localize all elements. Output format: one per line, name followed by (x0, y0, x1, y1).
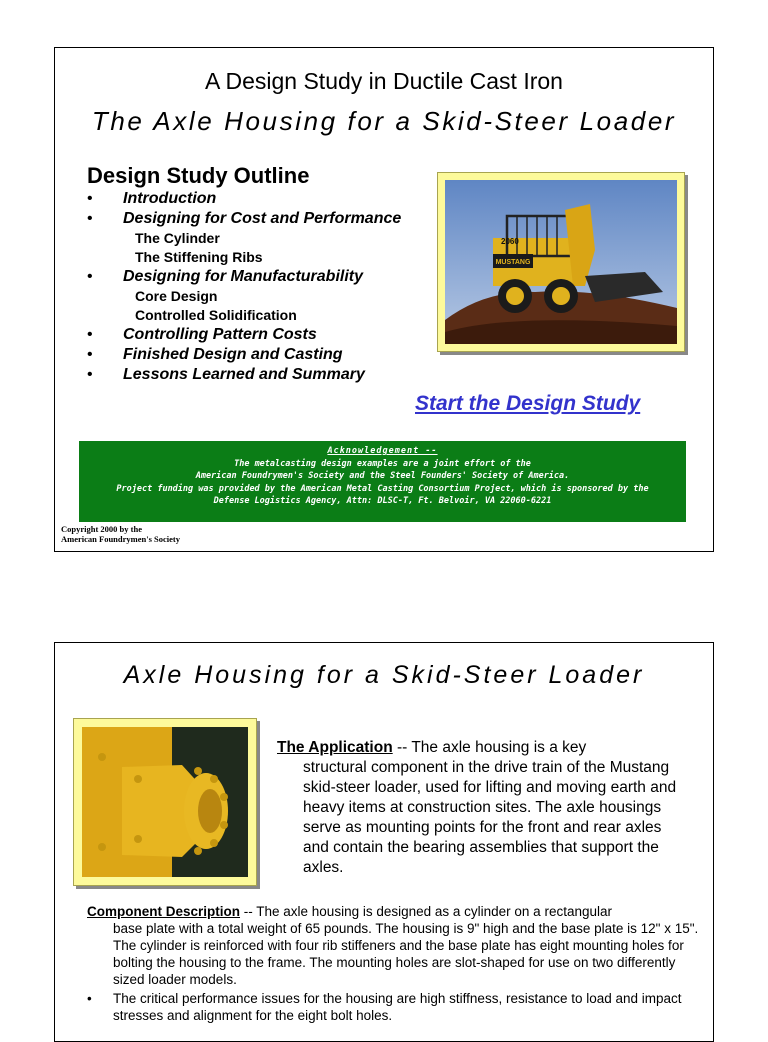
outline-item[interactable] (85, 325, 465, 345)
start-design-study-link[interactable]: Start the Design Study (415, 392, 641, 415)
outline-subitem[interactable] (85, 229, 465, 248)
outline-list (85, 189, 465, 385)
outline-item-label: Lessons Learned and Summary (123, 366, 365, 383)
outline-item[interactable] (85, 209, 465, 229)
copyright-line: American Foundrymen's Society (61, 534, 180, 544)
outline-item-label: Finished Design and Casting (123, 346, 343, 363)
acknowledgement-line: Project funding was provided by the American Metal Casting Consortium Project, which is sponsored by the (116, 483, 649, 494)
outline-item-label: Designing for Manufacturability (123, 268, 364, 285)
bullet: • (87, 346, 93, 363)
outline-item-label: Controlled Solidification (135, 307, 297, 323)
copyright-line: Copyright 2000 by the (61, 524, 142, 534)
copyright-notice (61, 524, 180, 544)
outline-item[interactable] (85, 189, 465, 209)
title-slide (54, 47, 714, 552)
outline-item-label: The Stiffening Ribs (135, 249, 263, 265)
axle-housing-image (82, 727, 248, 877)
bullet: • (87, 268, 93, 285)
acknowledgement-line: American Foundrymen's Society and the Steel Founders' Society of America. (195, 471, 570, 481)
slide-title: A Design Study in Ductile Cast Iron (205, 68, 563, 94)
application-heading: The Application (277, 739, 393, 756)
acknowledgement-line: Defense Logistics Agency, Attn: DLSC-T, Ft. Belvoir, VA 22060-6221 (213, 496, 552, 506)
outline-subitem[interactable] (85, 287, 465, 306)
loader-model-text: 2060 (501, 237, 519, 246)
outline-item-label: Designing for Cost and Performance (123, 210, 402, 227)
outline-item-label: Core Design (135, 288, 218, 304)
outline-item-label: Introduction (123, 190, 217, 207)
outline-item[interactable] (85, 345, 465, 365)
component-description (87, 903, 707, 1024)
outline-item-label: Controlling Pattern Costs (123, 326, 317, 343)
application-text: structural component in the drive train of the Mustang skid-steer loader, used for lifting and moving earth and heavy items at construction sites. The axle housings serve as mounting points for the front and rear axles and contain the bearing assemblies that support the axles. (303, 759, 677, 876)
component-text-first: -- The axle housing is designed as a cylinder on a rectangular (240, 904, 612, 919)
bullet: • (87, 991, 92, 1006)
outline-item[interactable] (85, 267, 465, 287)
bullet: • (87, 326, 93, 343)
bullet: • (87, 366, 93, 383)
bullet: • (87, 210, 93, 227)
axle-housing-photo (73, 718, 257, 886)
slide-subtitle: The Axle Housing for a Skid-Steer Loader (91, 106, 677, 136)
acknowledgement-heading: Acknowledgement -- (327, 446, 438, 456)
outline-subitem[interactable] (85, 306, 465, 325)
skid-steer-photo (437, 172, 685, 352)
acknowledgement-line: The metalcasting design examples are a joint effort of the (234, 458, 531, 469)
critical-issues-text: The critical performance issues for the housing are high stiffness, resistance to load and impact stresses and alignment for the eight bolt holes. (113, 991, 682, 1023)
skid-steer-loader-image (445, 180, 677, 344)
application-text-first: -- The axle housing is a key (392, 739, 587, 756)
outline-item[interactable] (85, 365, 465, 385)
outline-subitem[interactable] (85, 248, 465, 267)
outline-heading: Design Study Outline (87, 163, 310, 188)
bullet: • (87, 190, 93, 207)
component-heading: Component Description (87, 904, 241, 919)
list-item (87, 990, 707, 1024)
application-paragraph (277, 738, 687, 878)
slide-title: Axle Housing for a Skid-Steer Loader (123, 661, 645, 689)
component-text: base plate with a total weight of 65 pounds. The housing is 9" high and the base plate is 12" x 15". The cylinder is reinforced with four rib stiffeners and the base plate has eight mounting holes for bolting the housing to the frame. The mounting holes are slot-shaped for use on two differently sized loader models. (113, 921, 699, 987)
acknowledgement-box (79, 441, 686, 522)
outline-item-label: The Cylinder (135, 230, 220, 246)
application-slide (54, 642, 714, 1042)
loader-brand-text: MUSTANG (495, 259, 531, 266)
